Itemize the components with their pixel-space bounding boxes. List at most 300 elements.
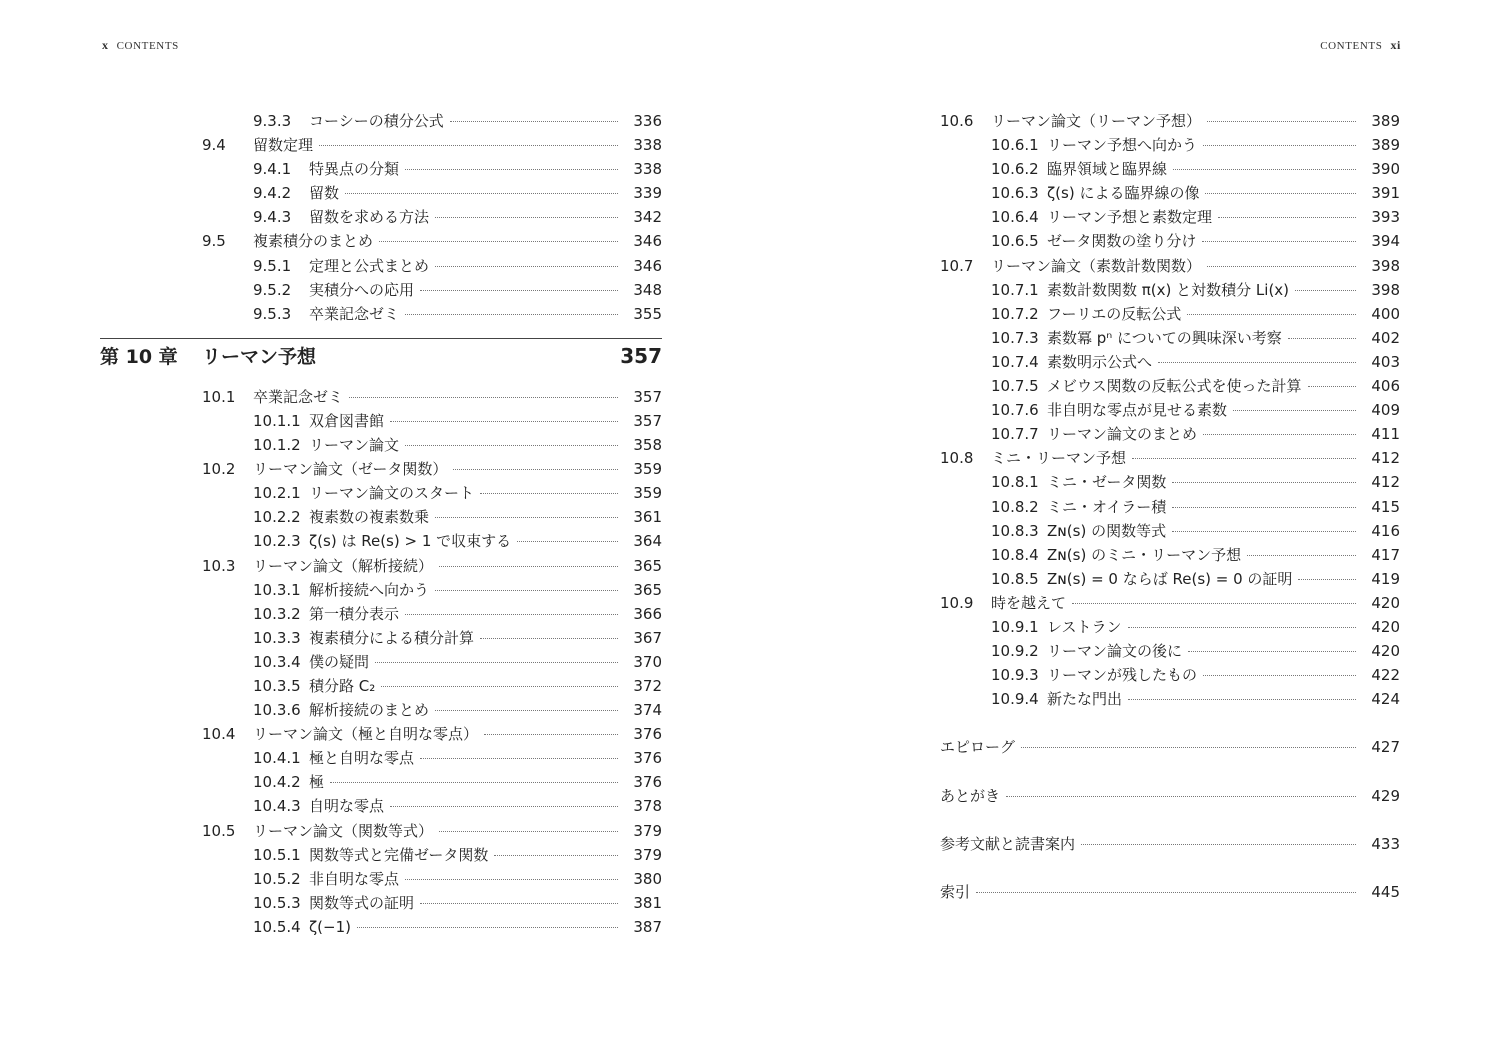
- entry-page-number: 422: [1371, 666, 1400, 685]
- entry-number: 10.6.4: [991, 208, 1039, 227]
- entry-title: メビウス関数の反転公式を使った計算: [1047, 377, 1302, 396]
- entry-page-number: 381: [633, 893, 662, 912]
- entry-title: 積分路 C₂: [309, 676, 376, 695]
- entry-title: 素数明示公式へ: [1047, 352, 1153, 371]
- entry-page-number: 420: [1371, 617, 1400, 636]
- entry-title: 素数冪 pⁿ についての興味深い考察: [1047, 328, 1282, 347]
- entry-title: 卒業記念ゼミ: [309, 304, 400, 323]
- dot-leader: [1203, 675, 1356, 676]
- dot-leader: [1128, 627, 1356, 628]
- entry-number: 10.3.4: [253, 652, 301, 671]
- entry-page-number: 433: [1371, 834, 1400, 853]
- toc-entry[interactable]: [100, 157, 662, 181]
- entry-title: 留数を求める方法: [309, 208, 430, 227]
- toc-entry[interactable]: [940, 639, 1400, 663]
- toc-entry[interactable]: [940, 398, 1400, 422]
- entry-number: 10.8: [940, 449, 974, 468]
- toc-entry[interactable]: [940, 591, 1400, 615]
- dot-leader: [439, 566, 618, 567]
- entry-number: 10.8.3: [991, 521, 1039, 540]
- toc-entry[interactable]: [940, 254, 1400, 278]
- back-matter-entry[interactable]: [940, 735, 1400, 759]
- entry-number: 9.4.2: [253, 184, 292, 203]
- entry-number: 9.4: [202, 136, 226, 155]
- toc-entry[interactable]: [100, 602, 662, 626]
- dot-leader: [494, 855, 618, 856]
- dot-leader: [1207, 121, 1356, 122]
- entry-title: リーマン論文（素数計数関数）: [991, 256, 1202, 275]
- entry-title: リーマン論文（リーマン予想）: [991, 112, 1202, 130]
- entry-page-number: 364: [633, 532, 662, 551]
- spacer: [940, 760, 1400, 784]
- dot-leader: [435, 266, 618, 267]
- entry-title: リーマン論文: [309, 436, 400, 455]
- entry-title: 極と自明な零点: [309, 749, 415, 768]
- entry-number: 10.9.3: [991, 666, 1039, 685]
- left-running-title: CONTENTS: [116, 40, 179, 52]
- entry-page-number: 342: [633, 208, 662, 227]
- entry-page-number: 424: [1371, 690, 1400, 709]
- toc-entry[interactable]: [100, 578, 662, 602]
- entry-number: 10.1.2: [253, 436, 301, 455]
- left-running-head: [102, 38, 179, 53]
- entry-title: Zɴ(s) の関数等式: [1047, 521, 1167, 540]
- dot-leader: [375, 662, 618, 663]
- toc-entry[interactable]: [940, 205, 1400, 229]
- toc-entry[interactable]: [940, 519, 1400, 543]
- toc-entry[interactable]: [940, 615, 1400, 639]
- entry-title: 複素積分による積分計算: [309, 628, 475, 647]
- entry-page-number: 398: [1371, 256, 1400, 275]
- entry-number: 10.7.3: [991, 328, 1039, 347]
- back-matter-entry[interactable]: [940, 880, 1400, 904]
- toc-entry[interactable]: [100, 229, 662, 253]
- toc-entry[interactable]: [100, 626, 662, 650]
- entry-title: ζ(s) は Re(s) > 1 で収束する: [309, 532, 512, 551]
- dot-leader: [1203, 145, 1356, 146]
- entry-title: リーマン予想と素数定理: [1047, 208, 1213, 227]
- right-folio: xi: [1390, 38, 1401, 52]
- toc-entry[interactable]: [100, 385, 662, 409]
- entry-title: レストラン: [1047, 617, 1122, 636]
- dot-leader: [1172, 531, 1356, 532]
- entry-page-number: 338: [633, 136, 662, 155]
- entry-page-number: 365: [633, 580, 662, 599]
- dot-leader: [381, 686, 618, 687]
- entry-number: 10.2: [202, 460, 236, 479]
- dot-leader: [1188, 651, 1356, 652]
- toc-entry[interactable]: [100, 278, 662, 302]
- entry-title: 素数計数関数 π(x) と対数積分 Li(x): [1047, 280, 1290, 299]
- dot-leader: [1132, 458, 1356, 459]
- dot-leader: [420, 758, 618, 759]
- back-matter-entry[interactable]: [940, 832, 1400, 856]
- entry-title: あとがき: [940, 786, 1001, 805]
- dot-leader: [1288, 338, 1356, 339]
- toc-entry[interactable]: [100, 891, 662, 915]
- entry-number: 10.8.5: [991, 569, 1039, 588]
- dot-leader: [1128, 699, 1356, 700]
- entry-page-number: 339: [633, 184, 662, 203]
- toc-entry[interactable]: [100, 133, 662, 157]
- toc-entry[interactable]: [940, 181, 1400, 205]
- entry-page-number: 336: [633, 112, 662, 130]
- entry-title: ミニ・オイラー積: [1047, 497, 1167, 516]
- dot-leader: [453, 469, 618, 470]
- spacer: [940, 711, 1400, 735]
- entry-page-number: 429: [1371, 786, 1400, 805]
- dot-leader: [435, 217, 618, 218]
- entry-title: フーリエの反転公式: [1047, 304, 1182, 323]
- toc-entry[interactable]: [100, 867, 662, 891]
- entry-page-number: 445: [1371, 883, 1400, 901]
- dot-leader: [405, 314, 618, 315]
- entry-number: 10.5.4: [253, 917, 301, 936]
- entry-title: リーマン論文のスタート: [309, 484, 475, 503]
- dot-leader: [1203, 434, 1356, 435]
- toc-entry[interactable]: [100, 819, 662, 843]
- entry-page-number: 415: [1371, 497, 1400, 516]
- entry-title: 新たな門出: [1047, 690, 1123, 709]
- entry-page-number: 406: [1371, 377, 1400, 396]
- entry-number: 9.5.3: [253, 304, 292, 323]
- chapter-heading[interactable]: [100, 338, 662, 373]
- toc-entry[interactable]: [940, 350, 1400, 374]
- entry-title: 卒業記念ゼミ: [253, 387, 344, 406]
- entry-page-number: 338: [633, 160, 662, 179]
- entry-number: 10.4: [202, 725, 236, 744]
- entry-number: 10.1: [202, 387, 236, 406]
- dot-leader: [405, 879, 618, 880]
- toc-entry[interactable]: [100, 254, 662, 278]
- entry-number: 10.3.3: [253, 628, 301, 647]
- toc-entry[interactable]: [100, 457, 662, 481]
- entry-number: 10.1.1: [253, 411, 301, 430]
- dot-leader: [330, 782, 618, 783]
- entry-title: 解析接続へ向かう: [309, 580, 430, 599]
- toc-entry[interactable]: [100, 915, 662, 939]
- toc-entry[interactable]: [940, 470, 1400, 494]
- toc-entry[interactable]: [100, 409, 662, 433]
- entry-page-number: 390: [1371, 160, 1400, 179]
- entry-number: 10.6: [940, 112, 974, 130]
- entry-number: 10.3.5: [253, 676, 301, 695]
- entry-page-number: 379: [633, 845, 662, 864]
- entry-page-number: 346: [633, 256, 662, 275]
- toc-entry[interactable]: [100, 302, 662, 326]
- entry-number: 10.8.1: [991, 473, 1039, 492]
- dot-leader: [405, 169, 618, 170]
- entry-number: 10.2.2: [253, 508, 301, 527]
- entry-title: 解析接続のまとめ: [309, 701, 430, 720]
- entry-page-number: 391: [1371, 184, 1400, 203]
- dot-leader: [480, 638, 618, 639]
- toc-entry[interactable]: [100, 650, 662, 674]
- entry-number: 10.4.3: [253, 797, 301, 816]
- entry-number: 10.5: [202, 821, 236, 840]
- dot-leader: [1295, 290, 1356, 291]
- dot-leader: [420, 903, 618, 904]
- entry-page-number: 374: [633, 701, 662, 720]
- toc-entry[interactable]: [100, 554, 662, 578]
- entry-number: 10.6.3: [991, 184, 1039, 203]
- toc-entry[interactable]: [940, 495, 1400, 519]
- entry-title: ζ(s) による臨界線の像: [1047, 184, 1200, 203]
- toc-entry[interactable]: [940, 278, 1400, 302]
- dot-leader: [345, 193, 618, 194]
- entry-page-number: 355: [633, 304, 662, 323]
- dot-leader: [349, 397, 618, 398]
- entry-page-number: 389: [1371, 112, 1400, 130]
- entry-title: Zɴ(s) のミニ・リーマン予想: [1047, 545, 1242, 564]
- entry-number: 10.3: [202, 556, 236, 575]
- dot-leader: [1172, 507, 1356, 508]
- entry-title: リーマン論文（ゼータ関数）: [253, 460, 448, 479]
- toc-entry[interactable]: [100, 529, 662, 553]
- entry-page-number: 400: [1371, 304, 1400, 323]
- dot-leader: [1308, 386, 1356, 387]
- dot-leader: [1298, 579, 1356, 580]
- entry-number: 10.7.4: [991, 352, 1039, 371]
- dot-leader: [1072, 603, 1356, 604]
- entry-title: 留数定理: [253, 136, 314, 155]
- entry-title: ζ(−1): [309, 917, 351, 936]
- entry-page-number: 376: [633, 773, 662, 792]
- toc-entry[interactable]: [940, 663, 1400, 687]
- toc-entry[interactable]: [100, 722, 662, 746]
- toc-list-before-chapter: [100, 109, 662, 326]
- toc-entry[interactable]: [100, 505, 662, 529]
- entry-title: 双倉図書館: [309, 411, 385, 430]
- entry-page-number: 378: [633, 797, 662, 816]
- dot-leader: [435, 590, 618, 591]
- entry-number: 10.7.6: [991, 401, 1039, 420]
- entry-number: 9.3.3: [253, 112, 292, 130]
- entry-number: 10.7: [940, 256, 974, 275]
- entry-page-number: 357: [633, 411, 662, 430]
- toc-entry[interactable]: [940, 326, 1400, 350]
- entry-page-number: 411: [1371, 425, 1400, 444]
- entry-title: 僕の疑問: [309, 652, 370, 671]
- entry-number: 9.4.3: [253, 208, 292, 227]
- entry-page-number: 412: [1371, 473, 1400, 492]
- dot-leader: [1006, 796, 1356, 797]
- entry-title: 非自明な零点: [309, 869, 400, 888]
- entry-title: リーマン論文のまとめ: [1047, 425, 1198, 444]
- dot-leader: [435, 710, 618, 711]
- dot-leader: [379, 241, 618, 242]
- entry-number: 10.3.2: [253, 604, 301, 623]
- entry-number: 9.5.2: [253, 280, 292, 299]
- entry-page-number: 394: [1371, 232, 1400, 251]
- toc-entry[interactable]: [100, 794, 662, 818]
- entry-title: 特異点の分類: [309, 160, 400, 179]
- entry-page-number: 361: [633, 508, 662, 527]
- toc-entry[interactable]: [100, 746, 662, 770]
- entry-title: リーマン論文の後に: [1047, 642, 1183, 661]
- entry-title: 関数等式の証明: [309, 893, 415, 912]
- entry-page-number: 389: [1371, 136, 1400, 155]
- toc-entry[interactable]: [100, 481, 662, 505]
- entry-page-number: 419: [1371, 569, 1400, 588]
- toc-entry[interactable]: [100, 181, 662, 205]
- entry-page-number: 366: [633, 604, 662, 623]
- chapter-number: 第 10 章: [100, 346, 178, 369]
- right-running-head: [1320, 38, 1401, 53]
- entry-page-number: 372: [633, 676, 662, 695]
- entry-title: コーシーの積分公式: [309, 112, 444, 130]
- dot-leader: [1172, 482, 1356, 483]
- entry-number: 9.5: [202, 232, 226, 251]
- entry-title: リーマン論文（極と自明な零点）: [253, 725, 479, 744]
- toc-entry[interactable]: [100, 205, 662, 229]
- entry-page-number: 376: [633, 725, 662, 744]
- entry-page-number: 380: [633, 869, 662, 888]
- entry-number: 10.2.1: [253, 484, 301, 503]
- entry-page-number: 348: [633, 280, 662, 299]
- entry-title: ゼータ関数の塗り分け: [1047, 232, 1197, 251]
- entry-number: 10.6.2: [991, 160, 1039, 179]
- dot-leader: [1173, 169, 1356, 170]
- dot-leader: [390, 806, 618, 807]
- entry-title: 時を越えて: [991, 593, 1067, 612]
- toc-list-after-chapter: [100, 385, 662, 939]
- entry-number: 10.4.1: [253, 749, 301, 768]
- entry-number: 10.8.2: [991, 497, 1039, 516]
- entry-title: リーマンが残したもの: [1047, 666, 1198, 685]
- entry-title: 実積分への応用: [309, 280, 415, 299]
- entry-page-number: 376: [633, 749, 662, 768]
- entry-page-number: 427: [1371, 738, 1400, 757]
- toc-entry[interactable]: [100, 674, 662, 698]
- entry-number: 10.5.3: [253, 893, 301, 912]
- dot-leader: [1081, 844, 1356, 845]
- entry-title: 留数: [309, 184, 340, 203]
- entry-title: エピローグ: [940, 738, 1016, 757]
- dot-leader: [1233, 410, 1356, 411]
- dot-leader: [357, 927, 618, 928]
- dot-leader: [319, 145, 618, 146]
- toc-entry[interactable]: [940, 229, 1400, 253]
- entry-page-number: 367: [633, 628, 662, 647]
- toc-entry[interactable]: [100, 770, 662, 794]
- entry-number: 10.3.6: [253, 701, 301, 720]
- entry-number: 10.7.1: [991, 280, 1039, 299]
- entry-number: 9.4.1: [253, 160, 292, 179]
- entry-page-number: 358: [633, 436, 662, 455]
- toc-list-right: [940, 109, 1400, 711]
- toc-entry[interactable]: [940, 567, 1400, 591]
- chapter-page-number: 357: [620, 343, 662, 368]
- entry-title: 第一積分表示: [309, 604, 400, 623]
- entry-page-number: 365: [633, 556, 662, 575]
- dot-leader: [480, 493, 618, 494]
- toc-entry[interactable]: [940, 302, 1400, 326]
- entry-page-number: 420: [1371, 642, 1400, 661]
- entry-title: 非自明な零点が見せる素数: [1047, 401, 1228, 420]
- entry-number: 10.9.4: [991, 690, 1039, 709]
- dot-leader: [1021, 747, 1356, 748]
- dot-leader: [484, 734, 618, 735]
- entry-number: 10.9: [940, 593, 974, 612]
- entry-title: ミニ・ゼータ関数: [1047, 473, 1167, 492]
- entry-page-number: 379: [633, 821, 662, 840]
- toc-entry[interactable]: [940, 543, 1400, 567]
- toc-entry[interactable]: [940, 446, 1400, 470]
- dot-leader: [517, 541, 618, 542]
- toc-entry[interactable]: [100, 843, 662, 867]
- toc-entry[interactable]: [100, 433, 662, 457]
- entry-number: 10.9.2: [991, 642, 1039, 661]
- dot-leader: [405, 445, 618, 446]
- toc-entry[interactable]: [940, 133, 1400, 157]
- back-matter-list: [940, 711, 1400, 904]
- entry-page-number: 393: [1371, 208, 1400, 227]
- toc-entry[interactable]: [940, 109, 1400, 133]
- entry-number: 10.5.2: [253, 869, 301, 888]
- entry-page-number: 409: [1371, 401, 1400, 420]
- entry-title: Zɴ(s) = 0 ならば Re(s) = 0 の証明: [1047, 569, 1293, 588]
- entry-title: リーマン論文（解析接続）: [253, 556, 434, 575]
- dot-leader: [1158, 362, 1356, 363]
- dot-leader: [1218, 217, 1356, 218]
- dot-leader: [405, 614, 618, 615]
- toc-entry[interactable]: [100, 698, 662, 722]
- entry-page-number: 416: [1371, 521, 1400, 540]
- entry-title: 関数等式と完備ゼータ関数: [309, 845, 489, 864]
- dot-leader: [1205, 193, 1356, 194]
- entry-page-number: 398: [1371, 280, 1400, 299]
- toc-entry[interactable]: [940, 687, 1400, 711]
- entry-title: ミニ・リーマン予想: [991, 449, 1127, 468]
- entry-title: リーマン論文（関数等式）: [253, 821, 434, 840]
- entry-page-number: 403: [1371, 352, 1400, 371]
- toc-entry[interactable]: [100, 109, 662, 133]
- entry-page-number: 359: [633, 460, 662, 479]
- toc-entry[interactable]: [940, 157, 1400, 181]
- left-folio: x: [102, 38, 109, 52]
- left-page: [100, 109, 662, 939]
- entry-page-number: 387: [633, 917, 662, 936]
- entry-number: 10.4.2: [253, 773, 301, 792]
- dot-leader: [1202, 241, 1356, 242]
- entry-title: 臨界領域と臨界線: [1047, 160, 1168, 179]
- entry-number: 10.3.1: [253, 580, 301, 599]
- entry-page-number: 412: [1371, 449, 1400, 468]
- entry-page-number: 402: [1371, 328, 1400, 347]
- right-page: [940, 109, 1400, 904]
- entry-number: 10.7.7: [991, 425, 1039, 444]
- entry-title: 定理と公式まとめ: [309, 256, 430, 275]
- entry-number: 10.5.1: [253, 845, 301, 864]
- entry-page-number: 357: [633, 387, 662, 406]
- spacer: [940, 856, 1400, 880]
- dot-leader: [439, 831, 618, 832]
- toc-entry[interactable]: [940, 374, 1400, 398]
- entry-page-number: 420: [1371, 593, 1400, 612]
- spacer: [940, 808, 1400, 832]
- entry-number: 10.8.4: [991, 545, 1039, 564]
- entry-page-number: 417: [1371, 545, 1400, 564]
- entry-number: 9.5.1: [253, 256, 292, 275]
- chapter-title: リーマン予想: [202, 346, 317, 369]
- toc-entry[interactable]: [940, 422, 1400, 446]
- entry-title: 極: [309, 773, 325, 792]
- right-running-title: CONTENTS: [1320, 40, 1383, 52]
- dot-leader: [450, 121, 618, 122]
- dot-leader: [976, 892, 1356, 893]
- back-matter-entry[interactable]: [940, 784, 1400, 808]
